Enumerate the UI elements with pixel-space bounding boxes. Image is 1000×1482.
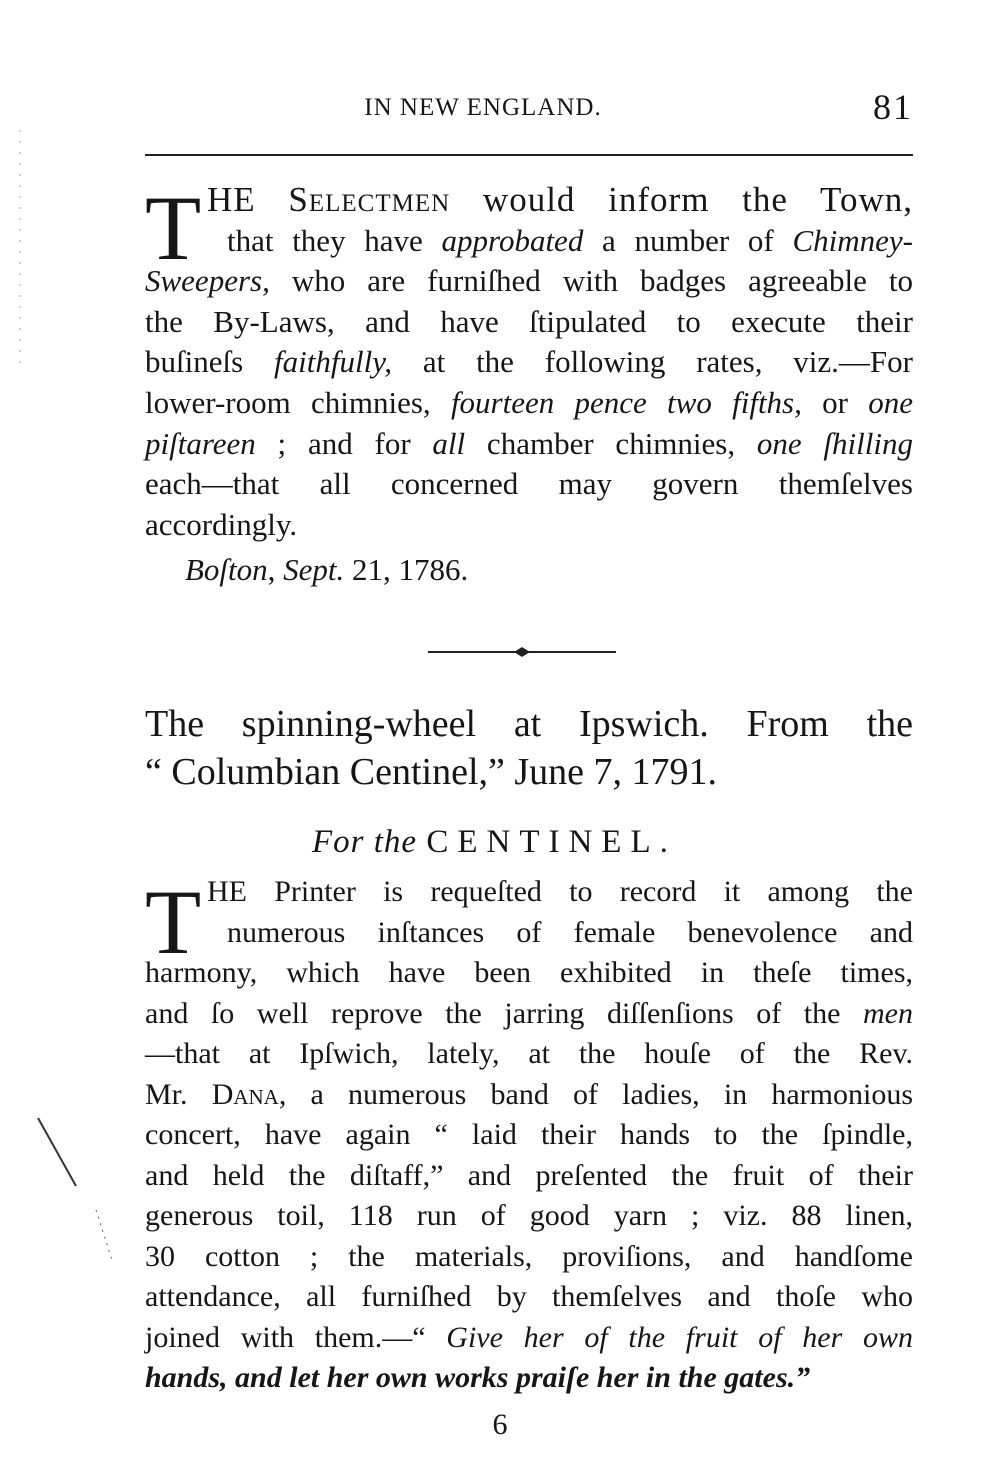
italic-run: approbated: [441, 222, 584, 258]
for-the-label: For the: [312, 824, 418, 860]
notice-dateline: Boſton, Sept. 21, 1786.: [185, 552, 469, 587]
italic-run: Boſton: [185, 552, 268, 587]
italic-run: men: [863, 996, 913, 1030]
italic-run: piſtareen: [145, 425, 256, 461]
italic-run: Sweepers,: [145, 263, 270, 299]
selectmen-notice: [145, 177, 913, 545]
italic-run: Give her of the fruit of her own: [446, 1320, 913, 1354]
article-line: joined with them.—“ Give her of the fruit of her own: [145, 1320, 913, 1354]
article-line: and held the diſtaff,” and preſented the fruit of their: [145, 1158, 913, 1192]
head-rule: [145, 154, 913, 156]
italic-run: hands, and let her own works praiſe her in the gates.”: [145, 1361, 811, 1394]
notice-line: the By-Laws, and have ſtipulated to execute their: [145, 303, 913, 339]
notice-line: buſineſs faithfully, at the following rates, viz.—For: [145, 344, 913, 380]
section-divider-ornament: [428, 646, 616, 658]
article-line: concert, have again “ laid their hands to the ſpindle,: [145, 1118, 913, 1151]
notice-line: each—that all concerned may govern themſelves: [145, 466, 913, 502]
notice-line: Sweepers, who are furniſhed with badges agreeable to: [145, 263, 913, 299]
italic-run: Sept.: [283, 552, 345, 587]
notice-line: HE Selectmen would inform the Town,: [207, 180, 913, 219]
notice-line: lower-room chimnies, fourteen pence two fifths, or one: [145, 384, 913, 420]
newspaper-caption: [312, 824, 677, 861]
section-heading-line-2: “ Columbian Centinel,” June 7, 1791.: [145, 751, 718, 793]
italic-run: one: [868, 384, 913, 420]
article-line: 30 cotton ; the materials, proviſions, and handſome: [145, 1239, 913, 1273]
italic-run: faithfully,: [274, 344, 392, 380]
article-line: numerous inſtances of female benevolence and: [227, 915, 913, 949]
article-line: —that at Ipſwich, lately, at the houſe of the Rev.: [145, 1037, 913, 1070]
article-line: generous toil, 118 run of good yarn ; viz. 88 linen,: [145, 1199, 913, 1232]
section-heading-line-1: The spinning-wheel at Ipswich. From the: [145, 703, 913, 745]
small-caps-run: Dana: [211, 1077, 279, 1111]
article-line: harmony, which have been exhibited in theſe times,: [145, 956, 913, 989]
article-line: [145, 1358, 913, 1399]
section-heading: [145, 700, 913, 796]
notice-line: that they have approbated a number of Chimney-: [227, 222, 913, 258]
drop-cap: T: [145, 871, 202, 973]
notice-line: piſtareen ; and for all chamber chimnies, one ſhilling: [145, 425, 913, 461]
drop-cap: T: [145, 177, 202, 279]
notice-line: accordingly.: [145, 506, 298, 542]
running-head: [143, 86, 913, 126]
centinel-caption: CENTINEL.: [426, 824, 677, 860]
article-line: Mr. Dana, a numerous band of ladies, in harmonious: [145, 1077, 913, 1111]
running-head-title: IN NEW ENGLAND.: [364, 94, 602, 121]
article-line: HE Printer is requeſted to record it among the: [207, 875, 913, 908]
italic-run: fourteen pence two fifths,: [450, 384, 802, 420]
article-line: and ſo well reprove the jarring diſſenſions of the men: [145, 996, 913, 1030]
italic-run: Chimney-: [792, 222, 913, 258]
article-line: attendance, all furniſhed by themſelves and thoſe who: [145, 1280, 913, 1313]
small-caps-run: Selectmen: [288, 180, 451, 219]
centinel-article: [145, 872, 913, 1399]
italic-run: one ſhilling: [756, 425, 913, 461]
page-number: 81: [873, 87, 913, 127]
italic-run: all: [432, 425, 466, 461]
signature-mark: 6: [492, 1408, 508, 1441]
